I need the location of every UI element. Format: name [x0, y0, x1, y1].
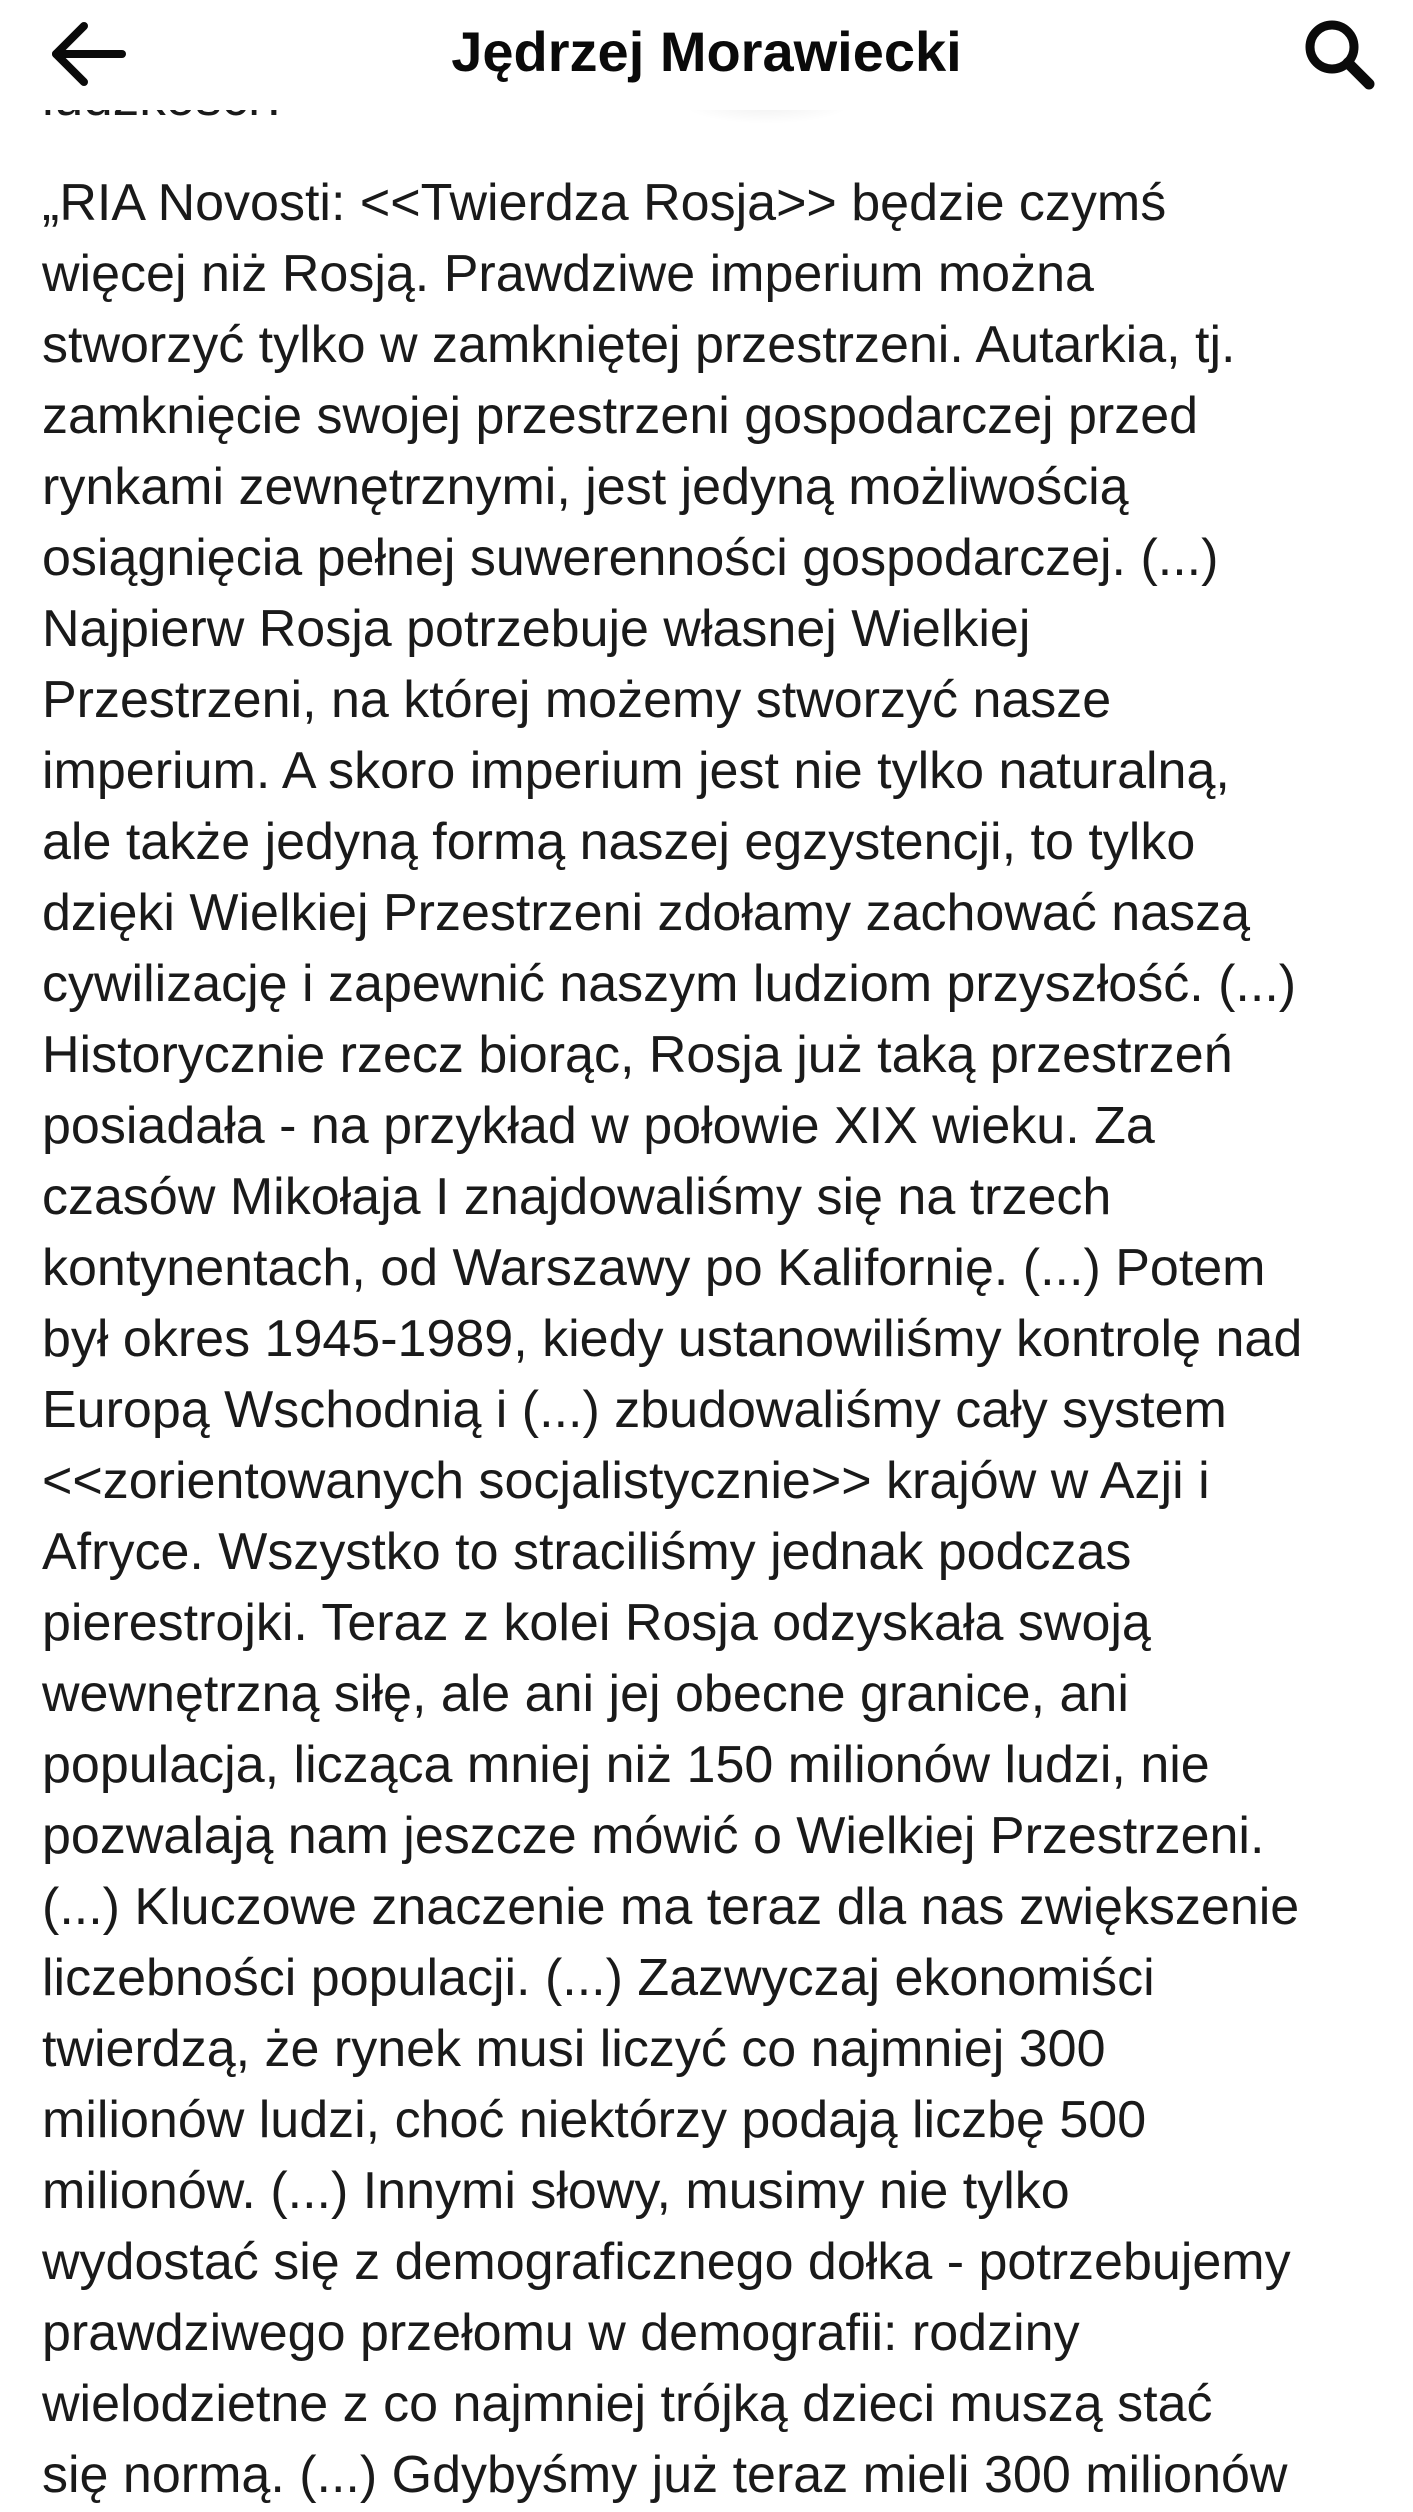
post-text-line: pierestrojki. Teraz z kolei Rosja odzyskała swoją	[42, 1594, 1151, 1652]
post-text-line: zamknięcie swojej przestrzeni gospodarczej przed	[42, 387, 1199, 445]
post-text-line: rynkami zewnętrznymi, jest jedyną możliwością	[42, 458, 1129, 516]
post-text-line: Historycznie rzecz biorąc, Rosja już taką przestrzeń	[42, 1026, 1233, 1084]
post-text-line: więcej niż Rosją. Prawdziwe imperium można	[42, 245, 1094, 303]
top-app-bar	[0, 0, 1413, 110]
post-text-line: imperium. A skoro imperium jest nie tylko naturalną,	[42, 742, 1230, 800]
post-text-line: wielodzietne z co najmniej trójką dzieci muszą stać	[42, 2375, 1213, 2433]
post-text-line: się normą. (...) Gdybyśmy już teraz mieli 300 milionów	[42, 2446, 1288, 2504]
post-text-line: cywilizację i zapewnić naszym ludziom przyszłość. (...)	[42, 955, 1297, 1013]
post-text-line: wydostać się z demograficznego dołka - potrzebujemy	[42, 2233, 1291, 2291]
post-text-line: populacja, licząca mniej niż 150 milionów ludzi, nie	[42, 1736, 1210, 1794]
post-text-line: kontynentach, od Warszawy po Kalifornię. (...) Potem	[42, 1239, 1266, 1297]
post-text-line: liczebności populacji. (...) Zazwyczaj ekonomiści	[42, 1949, 1155, 2007]
post-text-line: stworzyć tylko w zamkniętej przestrzeni. Autarkia, tj.	[42, 316, 1236, 374]
post-text-line: Najpierw Rosja potrzebuje własnej Wielkiej	[42, 600, 1031, 658]
post-text-line: milionów ludzi, choć niektórzy podają liczbę 500	[42, 2091, 1147, 2149]
post-text-line: (...) Kluczowe znaczenie ma teraz dla nas zwiększenie	[42, 1878, 1300, 1936]
search-button[interactable]	[1281, 14, 1377, 94]
post-text-line: posiadała - na przykład w połowie XIX wieku. Za	[42, 1097, 1155, 1155]
post-text-line: pozwalają nam jeszcze mówić o Wielkiej Przestrzeni.	[42, 1807, 1265, 1865]
post-text-line: twierdzą, że rynek musi liczyć co najmniej 300	[42, 2020, 1106, 2078]
post-text-line: <<zorientowanych socjalistycznie>> krajów w Azji i	[42, 1452, 1210, 1510]
post-text-line: był okres 1945-1989, kiedy ustanowiliśmy kontrolę nad	[42, 1310, 1303, 1368]
search-icon	[1301, 16, 1377, 92]
post-text-line: milionów. (...) Innymi słowy, musimy nie tylko	[42, 2162, 1070, 2220]
post-text-line: dzięki Wielkiej Przestrzeni zdołamy zachować naszą	[42, 884, 1251, 942]
post-text-line: Europą Wschodnią i (...) zbudowaliśmy cały system	[42, 1381, 1227, 1439]
post-text-line: wewnętrzną siłę, ale ani jej obecne granice, ani	[42, 1665, 1129, 1723]
post-text-line: prawdziwego przełomu w demografii: rodziny	[42, 2304, 1080, 2362]
post-text-line: Przestrzeni, na której możemy stworzyć nasze	[42, 671, 1112, 729]
back-button[interactable]	[48, 14, 144, 94]
post-content	[42, 110, 1382, 2512]
arrow-left-icon	[48, 19, 128, 89]
page-title: Jędrzej Morawiecki	[451, 20, 962, 83]
post-text-line: Afryce. Wszystko to straciliśmy jednak podczas	[42, 1523, 1132, 1581]
post-text-line: ale także jedyną formą naszej egzystencji, to tylko	[42, 813, 1196, 871]
post-text-line: osiągnięcia pełnej suwerenności gospodarczej. (...)	[42, 529, 1219, 587]
post-text-line: czasów Mikołaja I znajdowaliśmy się na trzech	[42, 1168, 1112, 1226]
post-text-line: „RIA Novosti: <<Twierdza Rosja>> będzie czymś	[42, 174, 1167, 232]
